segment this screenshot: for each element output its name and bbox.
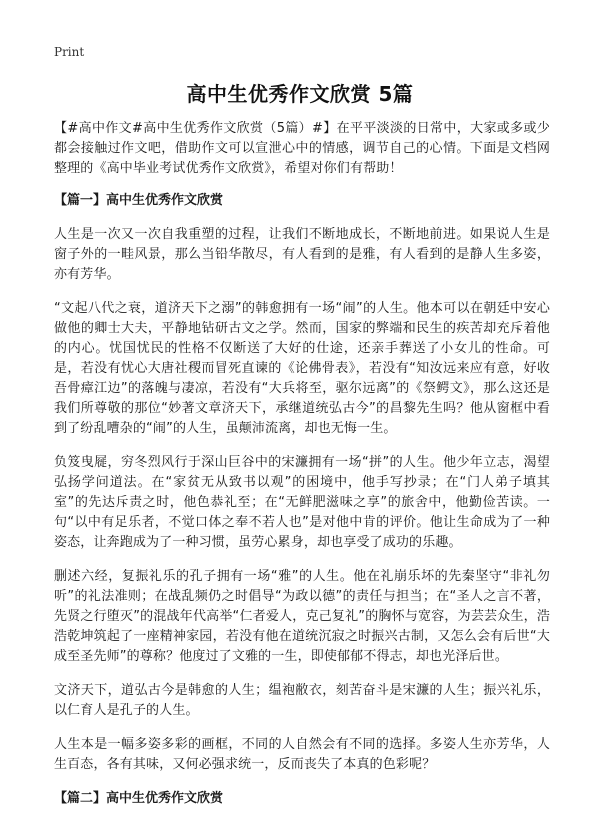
section-heading-1: 【篇一】高中生优秀作文欣赏	[54, 193, 224, 208]
paragraph: 人生本是一幅多姿多彩的画框，不同的人自然会有不同的选择。多姿人生亦芳华，人生百态，各有其味，又何必强求统一，反而丧失了本真的色彩呢？	[54, 737, 550, 772]
intro-paragraph: 【#高中作文#高中生优秀作文欣赏（5篇）#】在平平淡淡的日常中，大家或多或少都会接触过作文吧，借助作文可以宣泄心中的情感，调节自己的心情。下面是文档网整理的《高中毕业考试优秀作文欣赏》，希望对你们有帮助！	[54, 121, 550, 176]
paragraph: 删述六经，复振礼乐的孔子拥有一场“雅”的人生。他在礼崩乐坏的先秦坚守“非礼勿听”的礼法准则；在战乱频仍之时倡导“为政以德”的责任与担当；在“圣人之言不著，先贤之行堕灭”的混战年代高举“仁者爱人，克己复礼”的胸怀与宽容，为芸芸众生，浩浩乾坤筑起了一座精神家园，若没有他在道统沉寂之时振兴古制，又怎么会有后世“大成至圣先师”的尊称？他度过了文雅的一生，即使郁郁不得志，却也光泽后世。	[54, 569, 550, 664]
paragraph: 文济天下，道弘古今是韩愈的人生；缊袍敝衣，刻苦奋斗是宋濂的人生；振兴礼乐，以仁育人是孔子的人生。	[54, 683, 550, 718]
paragraph: 负笈曳屣，穷冬烈风行于深山巨谷中的宋濂拥有一场“拼”的人生。他少年立志，渴望弘扬学问道法。在“家贫无从致书以观”的困境中，他手写抄录；在“门人弟子填其室”的先达斥责之时，他色恭礼至；在“无鲜肥滋味之享”的旅舍中，他勤俭苦读。一句“以中有足乐者，不觉口体之奉不若人也”是对他中肯的评价。他让生命成为了一种姿态，让奔跑成为了一种习惯，虽劳心累身，却也享受了成功的乐趣。	[54, 455, 550, 550]
page-title: 高中生优秀作文欣赏 5篇	[186, 82, 414, 106]
paragraph: 人生是一次又一次自我重塑的过程，让我们不断地成长，不断地前进。如果说人生是窗子外的一畦风景，那么当铅华散尽，有人看到的是雅，有人看到的是静人生多姿，亦有芳华。	[54, 227, 550, 282]
section-heading-2: 【篇二】高中生优秀作文欣赏	[54, 791, 224, 806]
print-link[interactable]: Print	[54, 45, 85, 59]
article-body	[54, 119, 550, 823]
paragraph: “文起八代之衰，道济天下之溺”的韩愈拥有一场“闹”的人生。他本可以在朝廷中安心做他的卿士大夫，平静地钻研古文之学。然而，国家的弊端和民生的疾苦却充斥着他的内心。忧国忧民的性格不仅断送了大好的仕途，还亲手葬送了小女儿的性命。可是，若没有忧心大唐社稷而冒死直谏的《论佛骨表》，若没有“知汝远来应有意，好收吾骨瘴江边”的落魄与凄凉，若没有“大兵将至，驱尔远离”的《祭鳄文》，那么这还是我们所尊敬的那位“妙著文章济天下，承继道统弘古今”的昌黎先生吗？他从窗框中看到了纷乱嘈杂的“闹”的人生，虽颠沛流离，却也无悔一生。	[54, 301, 550, 436]
